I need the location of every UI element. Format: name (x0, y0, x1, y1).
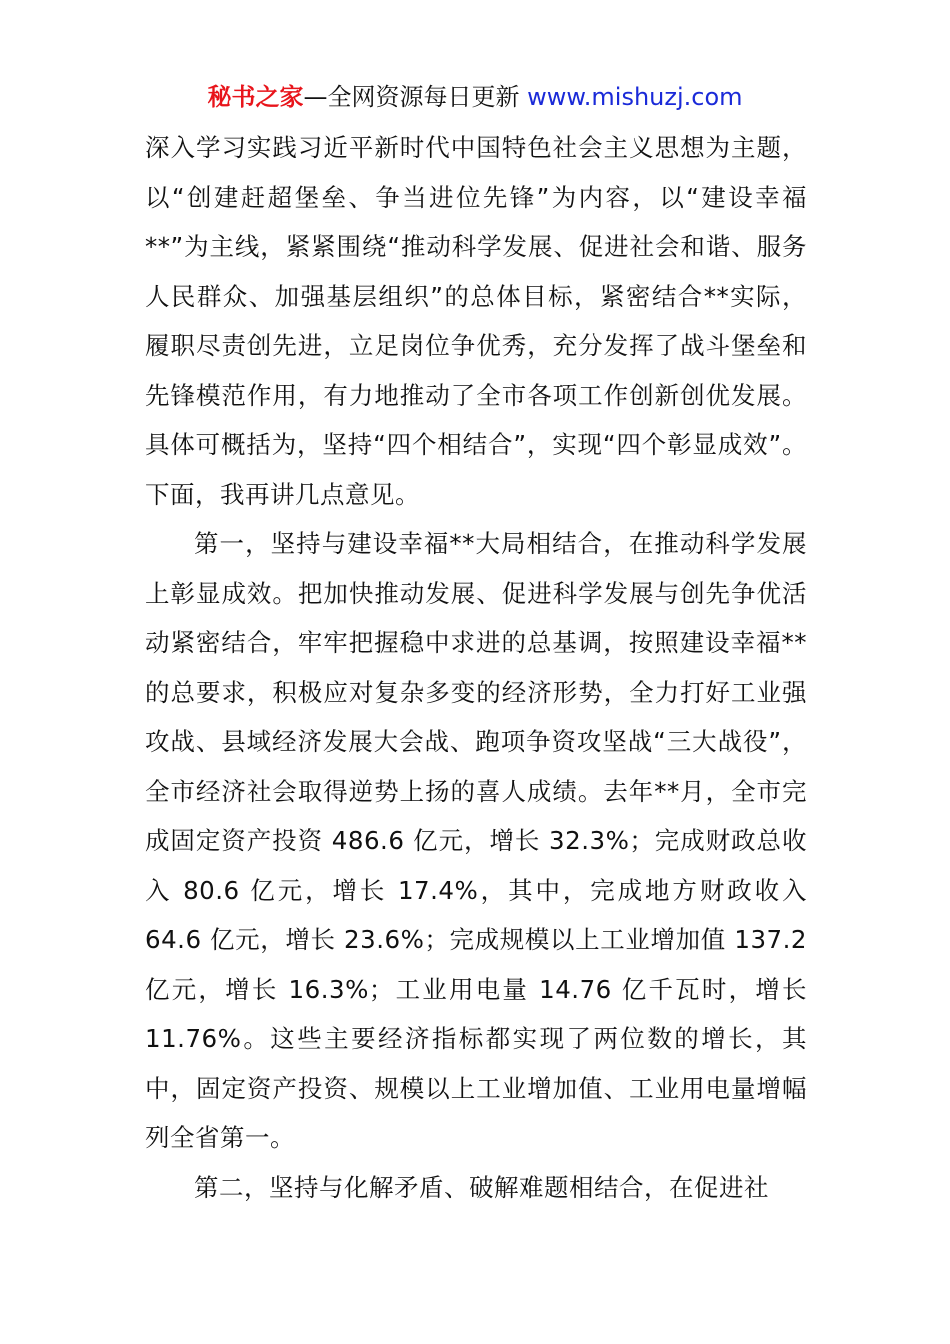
paragraph-intro: 深入学习实践习近平新时代中国特色社会主义思想为主题，以“创建赶超堡垒、争当进位先锋”为内容，以“建设幸福**”为主线，紧紧围绕“推动科学发展、促进社会和谐、服务人民群众、加强基层组织”的总体目标，紧密结合**实际，履职尽责创先进，立足岗位争优秀，充分发挥了战斗堡垒和先锋模范作用，有力地推动了全市各项工作创新创优发展。具体可概括为，坚持“四个相结合”，实现“四个彰显成效”。下面，我再讲几点意见。 (145, 133, 807, 509)
paragraph-first-point: 第一，坚持与建设幸福**大局相结合，在推动科学发展上彰显成效。把加快推动发展、促进科学发展与创先争优活动紧密结合，牢牢把握稳中求进的总基调，按照建设幸福**的总要求，积极应对复杂多变的经济形势，全力打好工业强攻战、县域经济发展大会战、跑项争资攻坚战“三大战役”，全市经济社会取得逆势上扬的喜人成绩。去年**月，全市完成固定资产投资 486.6 亿元，增长 32.3%；完成财政总收入 80.6 亿元，增长 17.4%，其中，完成地方财政收入 64.6 亿元，增长 23.6%；完成规模以上工业增加值 137.2 亿元，增长 16.3%；工业用电量 14.76 亿千瓦时，增长 11.76%。这些主要经济指标都实现了两位数的增长，其中，固定资产投资、规模以上工业增加值、工业用电量增幅列全省第一。 (145, 529, 807, 1152)
site-tagline: —全网资源每日更新 (303, 83, 520, 111)
site-brand: 秘书之家 (207, 83, 304, 111)
article-body (145, 123, 807, 1212)
paragraph-second-point: 第二，坚持与化解矛盾、破解难题相结合，在促进社 (194, 1172, 769, 1202)
site-header (0, 80, 950, 114)
site-url-link[interactable]: www.mishuzj.com (527, 83, 743, 111)
